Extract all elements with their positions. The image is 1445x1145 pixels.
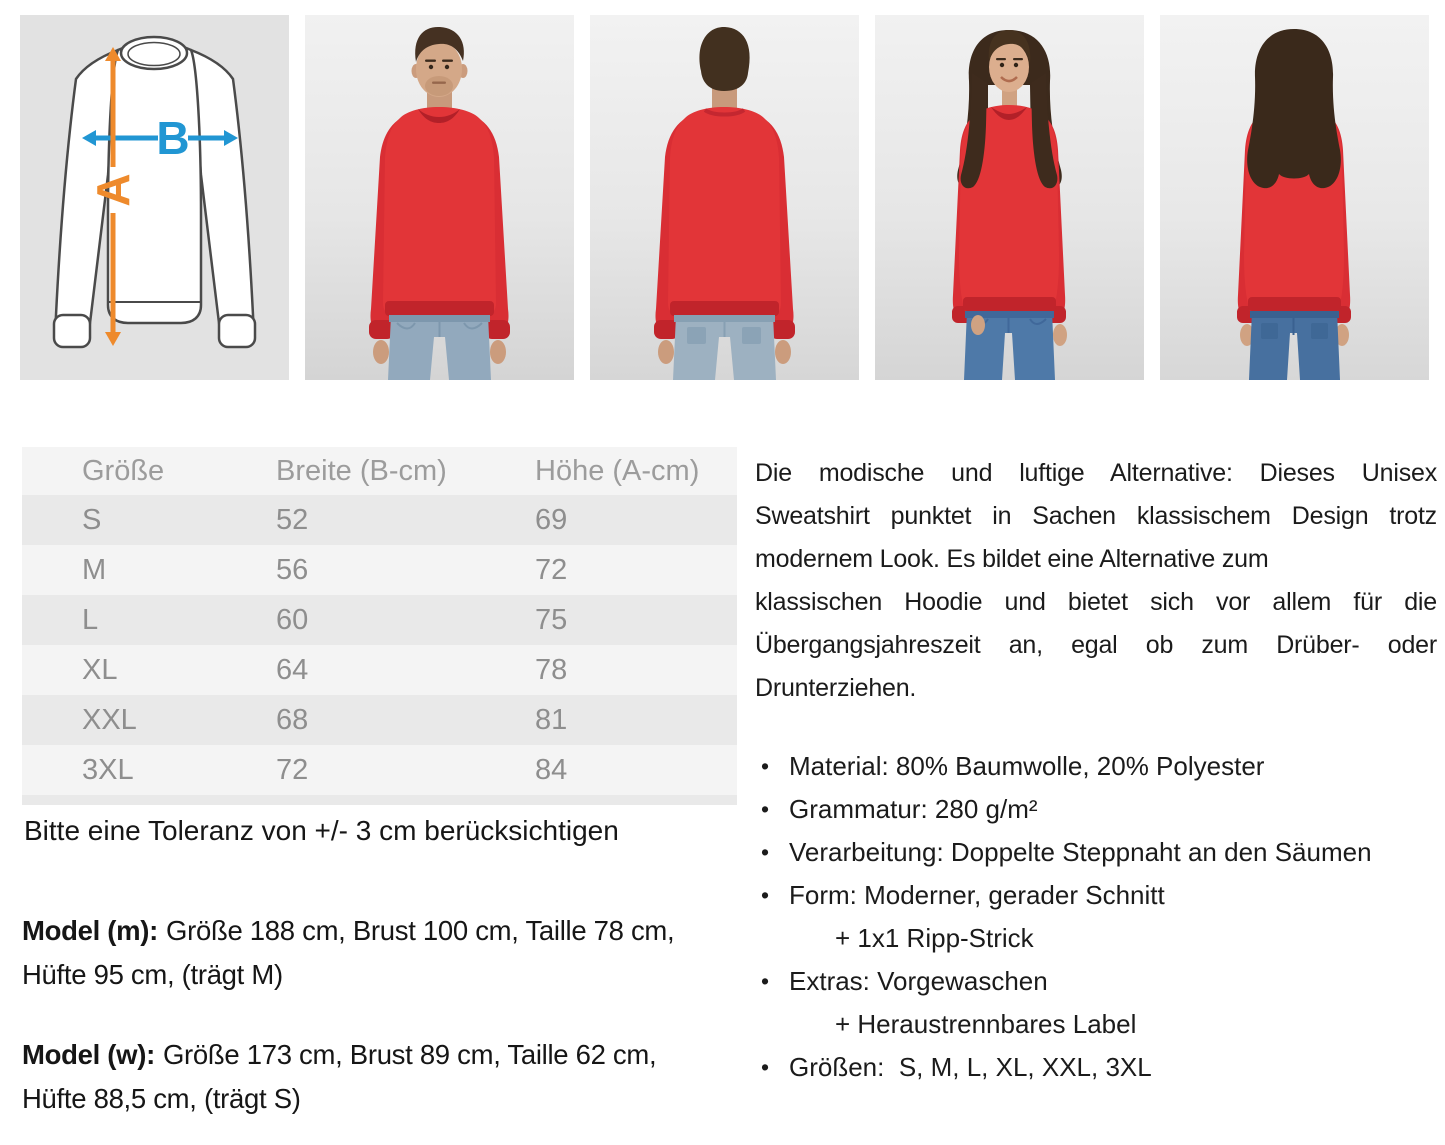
table-row: [22, 545, 737, 595]
size-info-column: [22, 447, 737, 1121]
col-header-size: Größe: [82, 454, 165, 487]
description-line: modernem Look. Es bildet eine Alternative zum: [755, 545, 1269, 573]
table-cell: 72: [535, 553, 568, 586]
table-cell: 68: [276, 703, 309, 736]
table-bottom-stripe: [22, 795, 737, 805]
photo-woman-front: [875, 15, 1144, 380]
description-line: Drunterziehen.: [755, 674, 917, 702]
image-strip: [20, 15, 1429, 380]
table-row: [22, 595, 737, 645]
list-item: • Größen: S, M, L, XL, XXL, 3XL: [755, 1046, 1437, 1089]
model-w-measurements: [22, 1033, 737, 1121]
man-back-photo: [590, 15, 859, 380]
model-m-line1: Model (m): Größe 188 cm, Brust 100 cm, Taille 78 cm,: [22, 915, 675, 946]
description-line: Die modische und luftige Alternative: Dieses Unisex: [755, 459, 1437, 487]
col-header-width: Breite (B-cm): [276, 454, 447, 487]
bullet-icon: •: [761, 1054, 770, 1080]
table-cell: 60: [276, 603, 309, 636]
list-item-continuation: + Heraustrennbares Label: [835, 1009, 1137, 1039]
table-cell: 56: [276, 553, 309, 586]
table-cell: XXL: [82, 703, 137, 736]
table-cell: 75: [535, 603, 568, 636]
table-cell: M: [82, 553, 107, 586]
table-cell: 81: [535, 703, 568, 736]
woman-front-photo: [875, 15, 1144, 380]
list-item: • Grammatur: 280 g/m²: [755, 788, 1437, 831]
table-row: [22, 495, 737, 545]
table-cell: 84: [535, 753, 568, 786]
table-cell: 78: [535, 653, 568, 686]
sweatshirt-measurement-diagram-icon: [20, 15, 289, 380]
size-table-header-row: [22, 447, 737, 495]
tolerance-note: Bitte eine Toleranz von +/- 3 cm berücksichtigen: [24, 815, 619, 846]
photo-woman-back: [1160, 15, 1429, 380]
table-cell: 64: [276, 653, 309, 686]
model-m-line2: Hüfte 95 cm, (trägt M): [22, 959, 283, 990]
description-line: Übergangsjahreszeit an, egal ob zum Drüber- oder: [755, 631, 1437, 659]
table-cell: S: [82, 503, 102, 536]
table-cell: XL: [82, 653, 118, 686]
woman-back-photo: [1160, 15, 1429, 380]
table-cell: 72: [276, 753, 309, 786]
table-cell: 52: [276, 503, 309, 536]
table-cell: 69: [535, 503, 568, 536]
size-table: [22, 447, 737, 805]
model-w-label: Model (w):: [22, 1039, 155, 1070]
table-row: [22, 745, 737, 795]
list-item: • Form: Moderner, gerader Schnitt: [755, 874, 1437, 917]
bullet-icon: •: [761, 882, 770, 908]
product-details-list: [755, 745, 1437, 1089]
table-cell: 3XL: [82, 753, 134, 786]
col-header-height: Höhe (A-cm): [535, 454, 700, 487]
description-line: Sweatshirt punktet in Sachen klassischem Design trotz: [755, 502, 1437, 530]
bullet-icon: •: [761, 753, 770, 779]
model-m-label: Model (m):: [22, 915, 159, 946]
product-description: [755, 452, 1437, 710]
model-m-measurements: [22, 909, 737, 997]
bullet-icon: •: [761, 796, 770, 822]
size-diagram: [20, 15, 289, 380]
table-row: [22, 695, 737, 745]
model-w-line1: Model (w): Größe 173 cm, Brust 89 cm, Taille 62 cm,: [22, 1039, 657, 1070]
table-row: [22, 645, 737, 695]
label-a: A: [87, 173, 139, 207]
list-item: • Verarbeitung: Doppelte Steppnaht an den Säumen: [755, 831, 1437, 874]
bullet-icon: •: [761, 968, 770, 994]
photo-man-front: [305, 15, 574, 380]
product-description-column: [755, 452, 1437, 1089]
list-item: • Material: 80% Baumwolle, 20% Polyester: [755, 745, 1437, 788]
table-cell: L: [82, 603, 99, 636]
bullet-icon: •: [761, 839, 770, 865]
man-front-photo: [305, 15, 574, 380]
description-line: klassischen Hoodie und bietet sich vor allem für die: [755, 588, 1437, 616]
label-b: B: [156, 112, 190, 164]
photo-man-back: [590, 15, 859, 380]
list-item: • Extras: Vorgewaschen: [755, 960, 1437, 1003]
list-item-continuation: + 1x1 Ripp-Strick: [835, 923, 1034, 953]
model-w-line2: Hüfte 88,5 cm, (trägt S): [22, 1083, 301, 1114]
